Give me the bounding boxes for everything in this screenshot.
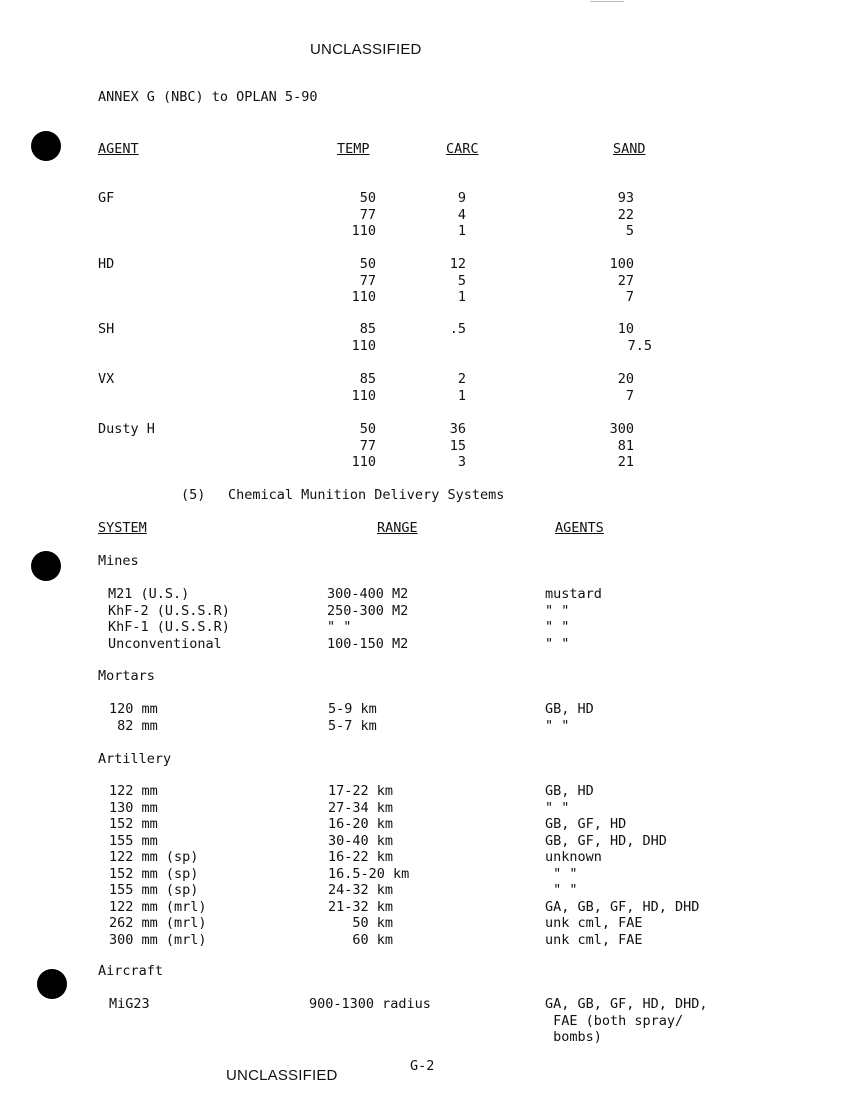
system-name: 155 mm (sp) [109,882,199,898]
agent-name: VX [98,371,115,387]
system-agents: GB, HD [545,783,594,799]
system-agents: " " [545,717,570,734]
system-name: M21 (U.S.) [108,586,190,602]
system-agents: GB, HD [545,701,594,717]
sand-value: 27 [617,272,634,289]
sand-value: 5 [625,223,634,239]
page-number: G-2 [410,1058,435,1074]
temp-value: 85 [359,321,376,337]
system-agents: " " [545,882,578,898]
system-agents: unknown [545,849,602,865]
temp-value: 50 [359,256,376,272]
temp-value: 50 [359,421,376,437]
system-agents: GA, GB, GF, HD, DHD [545,898,700,915]
system-range: 5-9 km [328,701,377,717]
system-name: KhF-1 (U.S.S.R) [108,619,230,635]
punch-hole-middle [31,551,61,581]
group-label: Mines [98,553,139,569]
header-sand: SAND [613,141,646,157]
system-range: 30-40 km [328,832,394,849]
carc-value: .5 [449,321,466,337]
temp-value: 50 [359,190,376,206]
carc-value: 5 [457,272,466,289]
sand-value: 100 [609,256,634,272]
system-name: 82 mm [109,717,158,734]
system-range: 16-22 km [328,849,394,865]
system-range: " " [327,619,352,635]
system-name: KhF-2 (U.S.S.R) [108,602,230,619]
system-range: 17-22 km [328,783,394,799]
punch-hole-top [31,131,61,161]
carc-value: 1 [457,289,466,305]
system-range: 100-150 M2 [327,635,409,652]
carc-value: 2 [457,371,466,387]
system-name: 130 mm [109,799,158,816]
system-name: Unconventional [108,635,222,652]
sand-value: 7 [625,289,634,305]
group-label: Artillery [98,751,172,767]
sand-value: 300 [609,421,634,437]
system-name: 122 mm (mrl) [109,898,207,915]
agent-name: Dusty H [98,421,155,437]
system-range: 5-7 km [328,717,377,734]
carc-value: 9 [457,190,466,206]
sand-value: 7 [625,387,634,404]
system-agents: " " [545,602,570,619]
sand-value: 22 [617,206,634,223]
system-name: 262 mm (mrl) [109,915,207,931]
section-number: (5) [181,487,206,503]
system-range: 16.5-20 km [328,865,410,882]
system-agents: " " [545,865,578,882]
system-agents: unk cml, FAE [545,915,643,931]
temp-value: 77 [359,206,376,223]
system-name: 155 mm [109,832,158,849]
header-agents: AGENTS [555,520,604,536]
carc-value: 4 [457,206,466,223]
system-range: 50 km [328,915,394,931]
system-range: 21-32 km [328,898,394,915]
sand-value: 10 [617,321,634,337]
system-agents: GB, GF, HD, DHD [545,832,667,849]
system-range: 250-300 M2 [327,602,409,619]
temp-value: 110 [351,223,376,239]
header-range: RANGE [377,520,418,536]
carc-value: 1 [457,223,466,239]
temp-value: 77 [359,272,376,289]
agent-name: HD [98,256,115,272]
system-agents: " " [545,619,570,635]
sand-value: 7.5 [627,337,652,354]
temp-value: 85 [359,371,376,387]
agent-name: SH [98,321,115,337]
temp-value: 110 [351,387,376,404]
sand-value: 93 [617,190,634,206]
header-agent: AGENT [98,141,139,157]
temp-value: 77 [359,437,376,454]
scan-mark [590,1,624,2]
system-agents: mustard [545,586,602,602]
system-name: MiG23 [109,996,150,1012]
system-name: 122 mm (sp) [109,849,199,865]
group-label: Aircraft [98,963,164,979]
sand-value: 21 [617,454,634,470]
system-range: 16-20 km [328,816,394,832]
header-carc: CARC [446,141,479,157]
system-name: 122 mm [109,783,158,799]
carc-value: 1 [457,387,466,404]
section-title: Chemical Munition Delivery Systems [228,487,505,503]
system-agents: unk cml, FAE [545,931,643,948]
system-range: 300-400 M2 [327,586,409,602]
system-agents: GB, GF, HD [545,816,627,832]
system-name: 152 mm [109,816,158,832]
system-name: 152 mm (sp) [109,865,199,882]
system-agents: GA, GB, GF, HD, DHD, FAE (both spray/ bombs) [545,996,708,1045]
carc-value: 15 [449,437,466,454]
annex-title: ANNEX G (NBC) to OPLAN 5-90 [98,89,318,105]
carc-value: 36 [449,421,466,437]
top-classification: UNCLASSIFIED [310,41,422,58]
header-temp: TEMP [337,141,370,157]
carc-value: 3 [457,454,466,470]
system-name: 120 mm [109,701,158,717]
system-name: 300 mm (mrl) [109,931,207,948]
header-system: SYSTEM [98,520,147,536]
temp-value: 110 [351,337,376,354]
sand-value: 81 [617,437,634,454]
agent-name: GF [98,190,115,206]
system-range: 24-32 km [328,882,394,898]
punch-hole-bottom [37,969,67,999]
bottom-classification: UNCLASSIFIED [226,1067,338,1084]
system-agents: " " [545,635,570,652]
carc-value: 12 [449,256,466,272]
system-range: 900-1300 radius [309,996,431,1012]
group-label: Mortars [98,668,155,684]
temp-value: 110 [351,289,376,305]
system-range: 27-34 km [328,799,394,816]
system-range: 60 km [328,931,394,948]
sand-value: 20 [617,371,634,387]
temp-value: 110 [351,454,376,470]
system-agents: " " [545,799,570,816]
